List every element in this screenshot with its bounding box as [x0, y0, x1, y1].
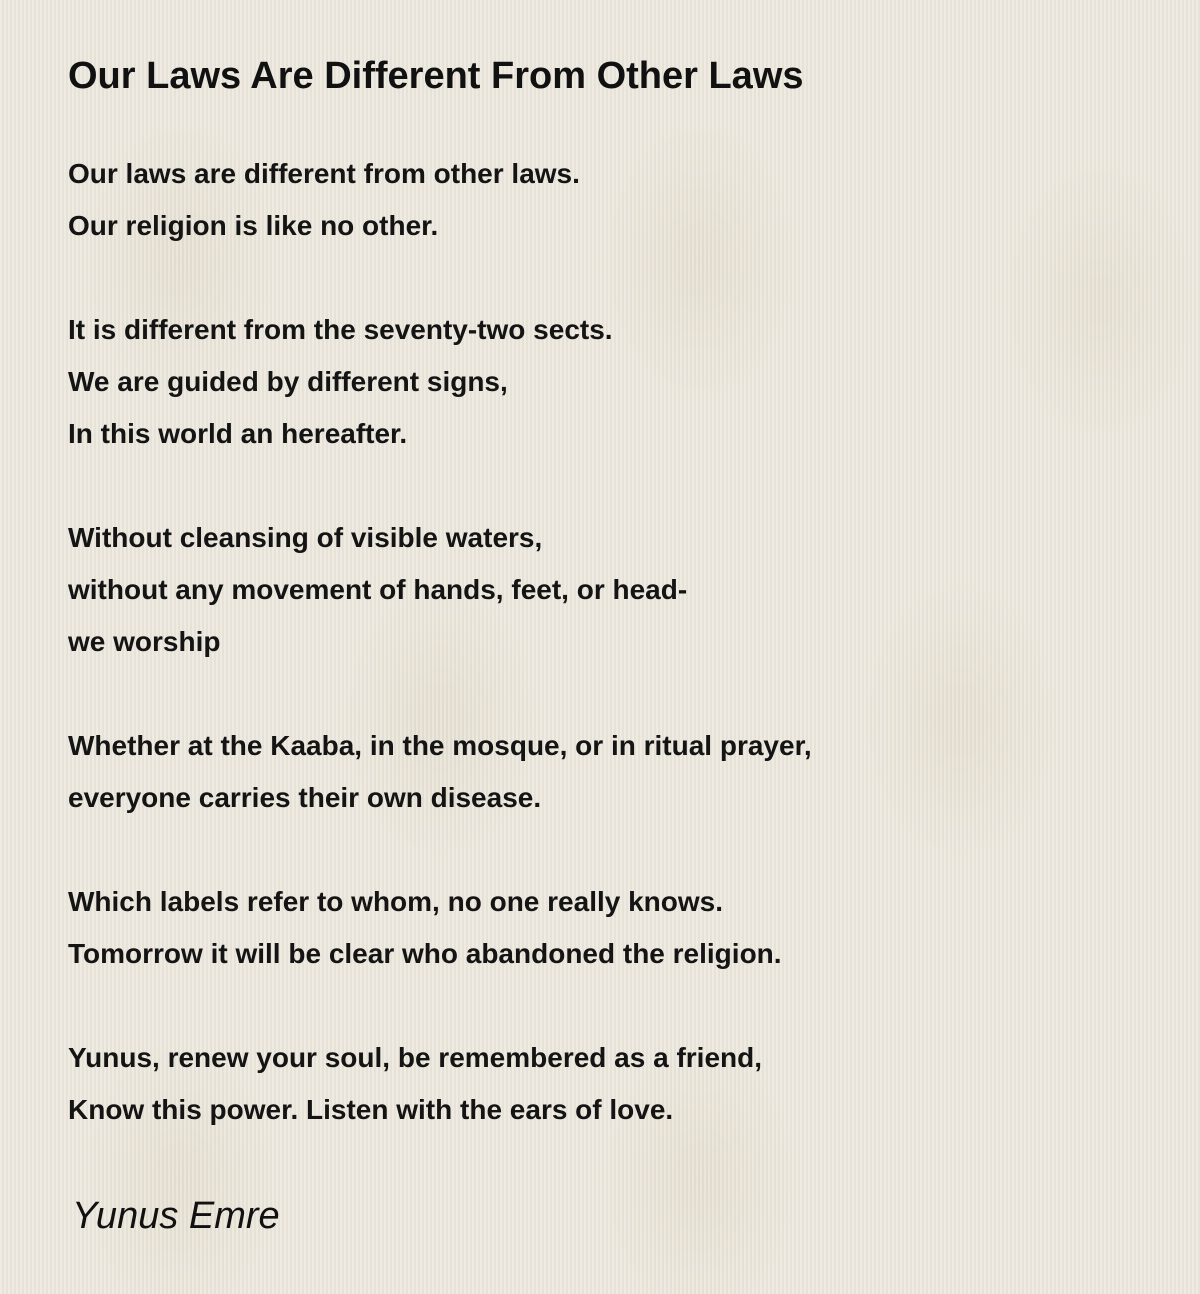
poem-line: Yunus, renew your soul, be remembered as a friend,	[68, 1042, 762, 1073]
poem-line: everyone carries their own disease.	[68, 782, 542, 813]
poem-line: Which labels refer to whom, no one really knows.	[68, 886, 724, 917]
poem-line: Without cleansing of visible waters,	[68, 522, 543, 553]
stanza-3	[68, 512, 1148, 668]
stanza-6	[68, 1032, 1148, 1136]
stanza-4	[68, 720, 1148, 824]
poem-line: Know this power. Listen with the ears of love.	[68, 1094, 674, 1125]
poem-line: We are guided by different signs,	[68, 366, 508, 397]
poem-line: Our laws are different from other laws.	[68, 158, 580, 189]
poem-line: without any movement of hands, feet, or head-	[68, 574, 688, 605]
poem-line: we worship	[68, 626, 221, 657]
poem-line: In this world an hereafter.	[68, 418, 408, 449]
poem-title: Our Laws Are Different From Other Laws	[68, 55, 804, 97]
poem-body	[68, 148, 1148, 1136]
stanza-5	[68, 876, 1148, 980]
poem-card	[68, 52, 1148, 1188]
poem-line: It is different from the seventy-two sects.	[68, 314, 613, 345]
poem-line: Tomorrow it will be clear who abandoned the religion.	[68, 938, 782, 969]
stanza-1	[68, 148, 1148, 252]
stanza-2	[68, 304, 1148, 460]
poem-author: Yunus Emre	[72, 1195, 280, 1237]
poem-line: Our religion is like no other.	[68, 210, 439, 241]
poem-line: Whether at the Kaaba, in the mosque, or in ritual prayer,	[68, 730, 812, 761]
